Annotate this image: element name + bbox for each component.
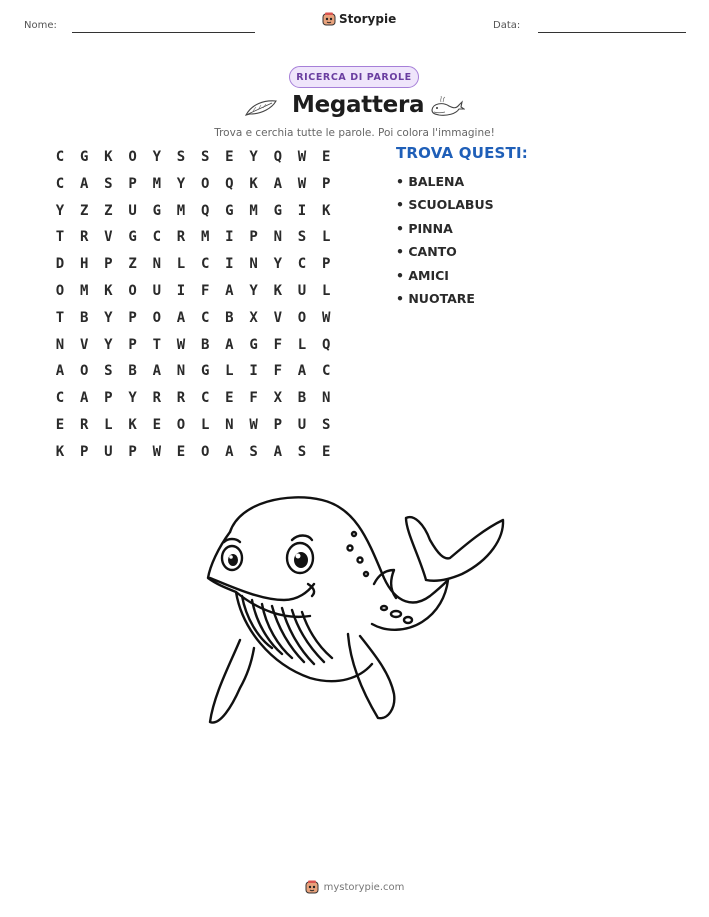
storypie-mascot-icon — [322, 12, 336, 26]
word-item: • BALENA — [396, 174, 465, 189]
word-list-title: TROVA QUESTI: — [396, 144, 528, 162]
grid-letter[interactable]: K — [321, 202, 331, 219]
grid-letter[interactable]: I — [225, 256, 234, 273]
grid-letter[interactable]: K — [104, 149, 113, 165]
grid-letter[interactable]: N — [249, 256, 258, 273]
grid-letter[interactable]: L — [225, 363, 234, 380]
grid-letter[interactable]: E — [321, 149, 331, 165]
grid-letter[interactable]: P — [128, 309, 137, 326]
word-item: • CANTO — [396, 244, 457, 260]
grid-letter[interactable]: T — [152, 336, 162, 353]
grid-letter[interactable]: O — [176, 417, 186, 433]
worksheet-header — [0, 0, 709, 50]
grid-letter[interactable]: L — [321, 283, 331, 299]
grid-letter[interactable]: A — [79, 390, 89, 407]
date-label: Data: — [493, 20, 521, 31]
grid-letter[interactable]: A — [225, 283, 234, 299]
grid-letter[interactable]: N — [273, 229, 283, 246]
grid-letter[interactable]: I — [225, 229, 234, 246]
grid-letter[interactable]: V — [104, 229, 113, 246]
grid-letter[interactable]: Y — [249, 149, 258, 165]
grid-letter[interactable]: Y — [55, 202, 65, 219]
instructions: Trova e cerchia tutte le parole. Poi colora l'immagine! — [214, 127, 495, 139]
grid-letter[interactable]: Q — [200, 202, 210, 219]
activity-badge-label: RICERCA DI PAROLE — [296, 71, 412, 83]
grid-letter[interactable]: S — [321, 417, 331, 433]
grid-letter[interactable]: A — [152, 363, 162, 380]
grid-letter[interactable]: Y — [128, 390, 137, 407]
grid-letter[interactable]: Y — [176, 175, 186, 192]
grid-letter[interactable]: Q — [273, 149, 283, 165]
title-row — [0, 92, 709, 124]
grid-letter[interactable]: E — [152, 417, 162, 433]
grid-letter[interactable]: C — [297, 256, 307, 273]
grid-letter[interactable]: W — [176, 336, 186, 353]
grid-letter[interactable]: K — [249, 175, 258, 192]
grid-letter[interactable]: C — [200, 309, 210, 326]
grid-letter[interactable]: A — [297, 363, 307, 380]
grid-letter[interactable]: H — [79, 256, 89, 273]
grid-letter[interactable]: U — [128, 202, 137, 219]
grid-letter[interactable]: M — [200, 229, 210, 246]
grid-letter[interactable]: T — [55, 229, 65, 246]
grid-letter[interactable]: E — [225, 149, 234, 165]
grid-letter[interactable]: F — [200, 283, 210, 299]
grid-letter[interactable]: C — [200, 256, 210, 273]
grid-letter[interactable]: Y — [104, 309, 113, 326]
grid-letter[interactable]: I — [176, 283, 186, 299]
word-item: • NUOTARE — [396, 290, 475, 306]
grid-letter[interactable]: A — [273, 175, 283, 192]
grid-letter[interactable]: N — [321, 390, 331, 407]
grid-letter[interactable]: B — [200, 336, 210, 353]
grid-letter[interactable]: R — [79, 417, 89, 433]
grid-letter[interactable]: E — [321, 443, 331, 460]
grid-letter[interactable]: S — [297, 443, 307, 460]
grid-letter[interactable]: O — [297, 309, 307, 326]
grid-letter[interactable]: Z — [128, 256, 137, 273]
grid-letter[interactable]: S — [104, 363, 113, 380]
grid-letter[interactable]: B — [297, 390, 307, 407]
grid-letter[interactable]: E — [225, 390, 234, 407]
footer — [0, 880, 709, 894]
grid-letter[interactable]: P — [249, 229, 258, 246]
grid-letter[interactable]: X — [249, 309, 258, 326]
grid-letter[interactable]: K — [104, 283, 113, 299]
grid-letter[interactable]: G — [128, 229, 137, 246]
grid-letter[interactable]: S — [176, 149, 186, 165]
whale-icon — [429, 96, 465, 120]
grid-letter[interactable]: G — [249, 336, 258, 353]
grid-letter[interactable]: G — [79, 149, 89, 165]
grid-letter[interactable]: O — [200, 175, 210, 192]
grid-letter[interactable]: P — [104, 390, 113, 407]
grid-letter[interactable]: I — [249, 363, 258, 380]
grid-letter[interactable]: M — [176, 202, 186, 219]
grid-letter[interactable]: D — [55, 256, 65, 273]
grid-letter[interactable]: S — [104, 175, 113, 192]
grid-letter[interactable]: C — [152, 229, 162, 246]
storypie-mascot-icon — [305, 880, 319, 894]
grid-letter[interactable]: A — [55, 363, 65, 380]
grid-letter[interactable]: L — [104, 417, 113, 433]
grid-letter[interactable]: R — [176, 390, 186, 407]
grid-letter[interactable]: Y — [273, 256, 283, 273]
grid-letter[interactable]: N — [176, 363, 186, 380]
feather-icon — [244, 98, 278, 118]
name-label: Nome: — [24, 20, 57, 31]
grid-letter[interactable]: T — [55, 309, 65, 326]
grid-letter[interactable]: G — [225, 202, 234, 219]
grid-letter[interactable]: B — [128, 363, 137, 380]
name-field[interactable] — [72, 32, 255, 33]
grid-letter[interactable]: O — [152, 309, 162, 326]
grid-letter[interactable]: U — [152, 283, 162, 299]
grid-letter[interactable]: M — [152, 175, 162, 192]
grid-letter[interactable]: L — [200, 417, 210, 433]
grid-letter[interactable]: G — [200, 363, 210, 380]
grid-letter[interactable]: L — [321, 229, 331, 246]
grid-letter[interactable]: L — [176, 256, 186, 273]
grid-letter[interactable]: B — [79, 309, 89, 326]
grid-letter[interactable]: S — [200, 149, 210, 165]
grid-letter[interactable]: K — [128, 417, 137, 433]
grid-letter[interactable]: Y — [152, 149, 162, 165]
grid-letter[interactable]: O — [128, 149, 137, 165]
grid-letter[interactable]: P — [273, 417, 283, 433]
grid-letter[interactable]: W — [297, 149, 307, 165]
activity-badge — [289, 66, 419, 88]
grid-letter[interactable]: V — [79, 336, 89, 353]
grid-letter[interactable]: O — [200, 443, 210, 460]
grid-letter[interactable]: K — [273, 283, 283, 299]
grid-letter[interactable]: L — [297, 336, 307, 353]
grid-letter[interactable]: I — [297, 202, 307, 219]
grid-letter[interactable]: N — [225, 417, 234, 433]
grid-letter[interactable]: C — [55, 175, 65, 192]
grid-letter[interactable]: A — [79, 175, 89, 192]
grid-letter[interactable]: W — [297, 175, 307, 192]
grid-letter[interactable]: P — [104, 256, 113, 273]
grid-letter[interactable]: Q — [225, 175, 234, 192]
grid-letter[interactable]: C — [55, 390, 65, 407]
footer-url[interactable]: mystorypie.com — [323, 881, 405, 893]
grid-letter[interactable]: U — [297, 283, 307, 299]
grid-letter[interactable]: P — [128, 336, 137, 353]
word-item: • PINNA — [396, 220, 453, 236]
grid-letter[interactable]: U — [104, 443, 113, 460]
grid-letter[interactable]: O — [128, 283, 137, 299]
grid-letter[interactable]: F — [273, 363, 283, 380]
grid-letter[interactable]: A — [273, 443, 283, 460]
grid-letter[interactable]: P — [128, 443, 137, 460]
grid-letter[interactable]: V — [273, 309, 283, 326]
grid-letter[interactable]: B — [225, 309, 234, 326]
brand-logo — [322, 12, 396, 26]
grid-letter[interactable]: R — [152, 390, 162, 407]
grid-letter[interactable]: G — [152, 202, 162, 219]
whale-coloring-illustration[interactable] — [200, 488, 510, 738]
grid-letter[interactable]: W — [152, 443, 162, 460]
grid-letter[interactable]: Y — [249, 283, 258, 299]
grid-letter[interactable]: A — [225, 336, 234, 353]
grid-letter[interactable]: P — [79, 443, 89, 460]
grid-letter[interactable]: X — [273, 390, 283, 407]
grid-letter[interactable]: Z — [79, 202, 89, 219]
grid-letter[interactable]: F — [273, 336, 283, 353]
word-item: • SCUOLABUS — [396, 197, 494, 213]
date-field[interactable] — [538, 32, 686, 33]
grid-letter[interactable]: R — [79, 229, 89, 246]
grid-letter[interactable]: R — [176, 229, 186, 246]
grid-letter[interactable]: Q — [321, 336, 331, 353]
grid-letter[interactable]: M — [79, 283, 89, 299]
grid-letter[interactable]: K — [55, 443, 65, 460]
grid-letter[interactable]: S — [249, 443, 258, 460]
grid-letter[interactable]: E — [176, 443, 186, 460]
grid-letter[interactable]: A — [225, 443, 234, 460]
grid-letter[interactable]: W — [249, 417, 258, 433]
grid-letter[interactable]: P — [128, 175, 137, 192]
grid-letter[interactable]: P — [321, 256, 331, 273]
grid-letter[interactable]: Y — [104, 336, 113, 353]
grid-letter[interactable]: M — [249, 202, 258, 219]
grid-letter[interactable]: C — [55, 149, 65, 165]
grid-letter[interactable]: F — [249, 390, 258, 407]
grid-letter[interactable]: C — [321, 363, 331, 380]
grid-letter[interactable]: O — [55, 283, 65, 299]
word-item: • AMICI — [396, 267, 449, 283]
grid-letter[interactable]: E — [55, 417, 65, 433]
grid-letter[interactable]: Z — [104, 202, 113, 219]
grid-letter[interactable]: N — [152, 256, 162, 273]
grid-letter[interactable]: U — [297, 417, 307, 433]
grid-letter[interactable]: P — [321, 175, 331, 192]
word-list — [396, 144, 528, 310]
grid-letter[interactable]: O — [79, 363, 89, 380]
grid-letter[interactable]: N — [55, 336, 65, 353]
grid-letter[interactable]: A — [176, 309, 186, 326]
grid-letter[interactable]: C — [200, 390, 210, 407]
grid-letter[interactable]: G — [273, 202, 283, 219]
grid-letter[interactable]: W — [321, 309, 331, 326]
brand-name: Storypie — [339, 12, 397, 26]
page-title: Megattera — [292, 92, 425, 118]
grid-letter[interactable]: S — [297, 229, 307, 246]
